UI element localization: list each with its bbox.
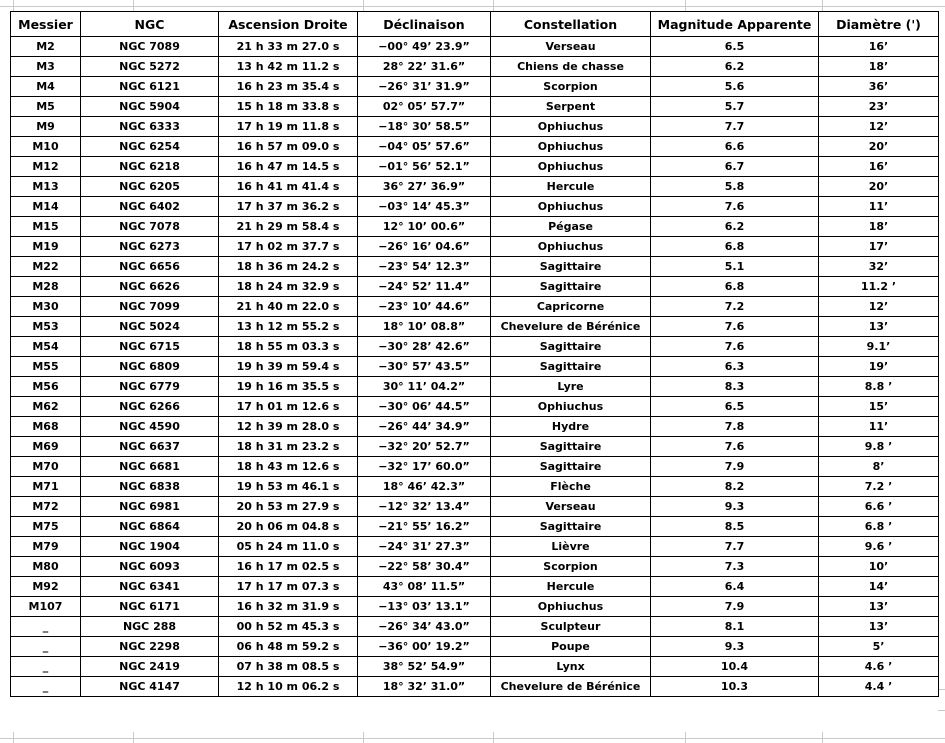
cell-right-ascension: 12 h 10 m 06.2 s	[219, 677, 358, 697]
cell-declination: 36° 27’ 36.9”	[358, 177, 491, 197]
cell-ngc: NGC 2419	[81, 657, 219, 677]
table-row	[11, 577, 939, 597]
header-cell-declination: Déclinaison	[358, 12, 491, 37]
cell-diameter: 13’	[819, 597, 939, 617]
cell-declination: −23° 54’ 12.3”	[358, 257, 491, 277]
cell-apparent-magnitude: 7.6	[651, 317, 819, 337]
cell-declination: −18° 30’ 58.5”	[358, 117, 491, 137]
cell-apparent-magnitude: 5.8	[651, 177, 819, 197]
cell-diameter: 5’	[819, 637, 939, 657]
table-row	[11, 517, 939, 537]
cell-diameter: 11’	[819, 197, 939, 217]
cell-apparent-magnitude: 6.7	[651, 157, 819, 177]
cell-diameter: 6.6 ’	[819, 497, 939, 517]
cell-apparent-magnitude: 7.7	[651, 117, 819, 137]
cell-ngc: NGC 6864	[81, 517, 219, 537]
cell-messier: M80	[11, 557, 81, 577]
cell-ngc: NGC 288	[81, 617, 219, 637]
cell-declination: 18° 10’ 08.8”	[358, 317, 491, 337]
cell-right-ascension: 19 h 39 m 59.4 s	[219, 357, 358, 377]
cell-apparent-magnitude: 9.3	[651, 497, 819, 517]
cell-messier: M22	[11, 257, 81, 277]
cell-declination: −30° 57’ 43.5”	[358, 357, 491, 377]
cell-messier: M30	[11, 297, 81, 317]
cell-diameter: 4.4 ’	[819, 677, 939, 697]
cell-apparent-magnitude: 8.2	[651, 477, 819, 497]
table-row	[11, 37, 939, 57]
cell-messier: M56	[11, 377, 81, 397]
cell-apparent-magnitude: 6.6	[651, 137, 819, 157]
cell-right-ascension: 21 h 33 m 27.0 s	[219, 37, 358, 57]
cell-apparent-magnitude: 10.3	[651, 677, 819, 697]
table-header	[11, 12, 939, 37]
cell-declination: 18° 46’ 42.3”	[358, 477, 491, 497]
cell-constellation: Scorpion	[491, 77, 651, 97]
cell-right-ascension: 16 h 57 m 09.0 s	[219, 137, 358, 157]
table-row	[11, 437, 939, 457]
cell-diameter: 20’	[819, 137, 939, 157]
table-row	[11, 457, 939, 477]
header-cell-constellation: Constellation	[491, 12, 651, 37]
cell-diameter: 12’	[819, 117, 939, 137]
cell-constellation: Pégase	[491, 217, 651, 237]
cell-constellation: Lièvre	[491, 537, 651, 557]
cell-ngc: NGC 6093	[81, 557, 219, 577]
table-row	[11, 237, 939, 257]
table-row	[11, 57, 939, 77]
cell-ngc: NGC 6809	[81, 357, 219, 377]
header-cell-messier: Messier	[11, 12, 81, 37]
cell-ngc: NGC 6121	[81, 77, 219, 97]
cell-declination: 38° 52’ 54.9”	[358, 657, 491, 677]
cell-diameter: 8’	[819, 457, 939, 477]
cell-right-ascension: 18 h 55 m 03.3 s	[219, 337, 358, 357]
cell-diameter: 12’	[819, 297, 939, 317]
cell-constellation: Flèche	[491, 477, 651, 497]
cell-constellation: Sagittaire	[491, 337, 651, 357]
cell-messier: M14	[11, 197, 81, 217]
cell-declination: −36° 00’ 19.2”	[358, 637, 491, 657]
cell-ngc: NGC 6656	[81, 257, 219, 277]
cell-right-ascension: 13 h 42 m 11.2 s	[219, 57, 358, 77]
cell-diameter: 18’	[819, 217, 939, 237]
cell-constellation: Capricorne	[491, 297, 651, 317]
cell-diameter: 14’	[819, 577, 939, 597]
cell-declination: 30° 11’ 04.2”	[358, 377, 491, 397]
cell-apparent-magnitude: 6.8	[651, 277, 819, 297]
cell-apparent-magnitude: 7.9	[651, 597, 819, 617]
cell-constellation: Serpent	[491, 97, 651, 117]
table-row	[11, 97, 939, 117]
cell-right-ascension: 15 h 18 m 33.8 s	[219, 97, 358, 117]
cell-ngc: NGC 6341	[81, 577, 219, 597]
cell-constellation: Ophiuchus	[491, 237, 651, 257]
cell-ngc: NGC 6205	[81, 177, 219, 197]
cell-messier: M62	[11, 397, 81, 417]
cell-messier: M92	[11, 577, 81, 597]
cell-apparent-magnitude: 6.3	[651, 357, 819, 377]
cell-messier: M28	[11, 277, 81, 297]
cell-right-ascension: 18 h 24 m 32.9 s	[219, 277, 358, 297]
cell-right-ascension: 21 h 29 m 58.4 s	[219, 217, 358, 237]
cell-apparent-magnitude: 7.7	[651, 537, 819, 557]
cell-messier: _	[11, 657, 81, 677]
cell-ngc: NGC 5272	[81, 57, 219, 77]
cell-messier: M4	[11, 77, 81, 97]
cell-constellation: Ophiuchus	[491, 117, 651, 137]
gridline	[13, 732, 14, 743]
cell-declination: 43° 08’ 11.5”	[358, 577, 491, 597]
cell-ngc: NGC 6681	[81, 457, 219, 477]
header-row	[11, 12, 939, 37]
cell-apparent-magnitude: 9.3	[651, 637, 819, 657]
cell-apparent-magnitude: 6.2	[651, 57, 819, 77]
table-row	[11, 537, 939, 557]
header-cell-ngc: NGC	[81, 12, 219, 37]
cell-declination: −32° 20’ 52.7”	[358, 437, 491, 457]
cell-apparent-magnitude: 5.1	[651, 257, 819, 277]
cell-messier: M3	[11, 57, 81, 77]
cell-diameter: 9.1’	[819, 337, 939, 357]
cell-right-ascension: 16 h 41 m 41.4 s	[219, 177, 358, 197]
cell-constellation: Ophiuchus	[491, 597, 651, 617]
cell-messier: M75	[11, 517, 81, 537]
table-row	[11, 357, 939, 377]
table-row	[11, 417, 939, 437]
cell-messier: M19	[11, 237, 81, 257]
table-row	[11, 297, 939, 317]
cell-apparent-magnitude: 8.1	[651, 617, 819, 637]
cell-apparent-magnitude: 6.2	[651, 217, 819, 237]
cell-diameter: 11.2 ’	[819, 277, 939, 297]
cell-declination: −26° 16’ 04.6”	[358, 237, 491, 257]
cell-constellation: Sagittaire	[491, 517, 651, 537]
cell-constellation: Ophiuchus	[491, 397, 651, 417]
cell-apparent-magnitude: 6.5	[651, 37, 819, 57]
cell-apparent-magnitude: 7.3	[651, 557, 819, 577]
cell-messier: M69	[11, 437, 81, 457]
cell-right-ascension: 20 h 53 m 27.9 s	[219, 497, 358, 517]
gridline	[685, 0, 686, 11]
cell-constellation: Verseau	[491, 497, 651, 517]
table-row	[11, 397, 939, 417]
table-row	[11, 77, 939, 97]
cell-diameter: 11’	[819, 417, 939, 437]
table-row	[11, 597, 939, 617]
cell-declination: −26° 44’ 34.9”	[358, 417, 491, 437]
cell-apparent-magnitude: 7.8	[651, 417, 819, 437]
cell-right-ascension: 06 h 48 m 59.2 s	[219, 637, 358, 657]
cell-messier: M68	[11, 417, 81, 437]
cell-messier: M107	[11, 597, 81, 617]
cell-declination: 28° 22’ 31.6”	[358, 57, 491, 77]
cell-messier: M79	[11, 537, 81, 557]
table-row	[11, 317, 939, 337]
cell-messier: M54	[11, 337, 81, 357]
gridline	[938, 710, 945, 711]
cell-constellation: Hercule	[491, 177, 651, 197]
cell-messier: M71	[11, 477, 81, 497]
cell-ngc: NGC 6254	[81, 137, 219, 157]
cell-messier: M5	[11, 97, 81, 117]
gridline	[493, 732, 494, 743]
gridline	[822, 0, 823, 11]
cell-ngc: NGC 6402	[81, 197, 219, 217]
cell-apparent-magnitude: 6.4	[651, 577, 819, 597]
cell-constellation: Lynx	[491, 657, 651, 677]
cell-declination: 02° 05’ 57.7”	[358, 97, 491, 117]
cell-right-ascension: 21 h 40 m 22.0 s	[219, 297, 358, 317]
cell-declination: −32° 17’ 60.0”	[358, 457, 491, 477]
gridline	[133, 732, 134, 743]
cell-messier: _	[11, 617, 81, 637]
cell-messier: _	[11, 677, 81, 697]
cell-diameter: 9.8 ’	[819, 437, 939, 457]
table-row	[11, 137, 939, 157]
cell-messier: _	[11, 637, 81, 657]
table-row	[11, 557, 939, 577]
cell-constellation: Chevelure de Bérénice	[491, 317, 651, 337]
cell-diameter: 15’	[819, 397, 939, 417]
gridline	[822, 732, 823, 743]
cell-ngc: NGC 6626	[81, 277, 219, 297]
cell-declination: −26° 34’ 43.0”	[358, 617, 491, 637]
cell-apparent-magnitude: 7.6	[651, 437, 819, 457]
cell-ngc: NGC 6171	[81, 597, 219, 617]
table-row	[11, 477, 939, 497]
cell-right-ascension: 16 h 23 m 35.4 s	[219, 77, 358, 97]
cell-constellation: Hercule	[491, 577, 651, 597]
cell-declination: −04° 05’ 57.6”	[358, 137, 491, 157]
cell-diameter: 19’	[819, 357, 939, 377]
gridline	[133, 0, 134, 11]
gridline	[13, 0, 14, 11]
cell-right-ascension: 12 h 39 m 28.0 s	[219, 417, 358, 437]
cell-constellation: Sagittaire	[491, 437, 651, 457]
gridline	[363, 732, 364, 743]
cell-right-ascension: 17 h 01 m 12.6 s	[219, 397, 358, 417]
table-row	[11, 217, 939, 237]
cell-messier: M13	[11, 177, 81, 197]
cell-apparent-magnitude: 7.6	[651, 337, 819, 357]
cell-declination: −01° 56’ 52.1”	[358, 157, 491, 177]
cell-declination: −30° 28’ 42.6”	[358, 337, 491, 357]
table-row	[11, 637, 939, 657]
table-row	[11, 277, 939, 297]
cell-ngc: NGC 4147	[81, 677, 219, 697]
cell-declination: −24° 31’ 27.3”	[358, 537, 491, 557]
cell-constellation: Sagittaire	[491, 457, 651, 477]
cell-ngc: NGC 2298	[81, 637, 219, 657]
cell-right-ascension: 16 h 47 m 14.5 s	[219, 157, 358, 177]
gridline	[363, 0, 364, 11]
cell-right-ascension: 00 h 52 m 45.3 s	[219, 617, 358, 637]
cell-declination: −03° 14’ 45.3”	[358, 197, 491, 217]
cell-apparent-magnitude: 7.2	[651, 297, 819, 317]
cell-ngc: NGC 6273	[81, 237, 219, 257]
cell-messier: M55	[11, 357, 81, 377]
gridline	[938, 689, 945, 690]
cell-diameter: 17’	[819, 237, 939, 257]
cell-right-ascension: 20 h 06 m 04.8 s	[219, 517, 358, 537]
cell-right-ascension: 16 h 32 m 31.9 s	[219, 597, 358, 617]
cell-constellation: Sagittaire	[491, 357, 651, 377]
cell-declination: −26° 31’ 31.9”	[358, 77, 491, 97]
cell-right-ascension: 19 h 16 m 35.5 s	[219, 377, 358, 397]
header-cell-diameter: Diamètre (')	[819, 12, 939, 37]
header-cell-right-ascension: Ascension Droite	[219, 12, 358, 37]
cell-declination: 18° 32’ 31.0”	[358, 677, 491, 697]
cell-diameter: 6.8 ’	[819, 517, 939, 537]
cell-apparent-magnitude: 8.5	[651, 517, 819, 537]
cell-constellation: Sagittaire	[491, 277, 651, 297]
cell-apparent-magnitude: 5.7	[651, 97, 819, 117]
gridline	[685, 732, 686, 743]
cell-constellation: Chiens de chasse	[491, 57, 651, 77]
cell-constellation: Chevelure de Bérénice	[491, 677, 651, 697]
cell-ngc: NGC 6333	[81, 117, 219, 137]
cell-ngc: NGC 5904	[81, 97, 219, 117]
cell-apparent-magnitude: 7.9	[651, 457, 819, 477]
cell-messier: M53	[11, 317, 81, 337]
header-cell-apparent-magnitude: Magnitude Apparente	[651, 12, 819, 37]
cell-right-ascension: 07 h 38 m 08.5 s	[219, 657, 358, 677]
cell-ngc: NGC 6779	[81, 377, 219, 397]
table-row	[11, 197, 939, 217]
table-row	[11, 257, 939, 277]
cell-constellation: Sagittaire	[491, 257, 651, 277]
table-row	[11, 677, 939, 697]
cell-ngc: NGC 6981	[81, 497, 219, 517]
table-row	[11, 657, 939, 677]
cell-diameter: 20’	[819, 177, 939, 197]
cell-ngc: NGC 6637	[81, 437, 219, 457]
gridline	[0, 738, 945, 739]
cell-right-ascension: 17 h 19 m 11.8 s	[219, 117, 358, 137]
table-row	[11, 177, 939, 197]
cell-messier: M72	[11, 497, 81, 517]
cell-diameter: 16’	[819, 37, 939, 57]
cell-ngc: NGC 6838	[81, 477, 219, 497]
cell-apparent-magnitude: 6.8	[651, 237, 819, 257]
cell-messier: M12	[11, 157, 81, 177]
gridline	[0, 6, 945, 7]
cell-right-ascension: 18 h 43 m 12.6 s	[219, 457, 358, 477]
gridline	[493, 0, 494, 11]
cell-right-ascension: 16 h 17 m 02.5 s	[219, 557, 358, 577]
cell-diameter: 13’	[819, 617, 939, 637]
cell-right-ascension: 17 h 02 m 37.7 s	[219, 237, 358, 257]
cell-diameter: 10’	[819, 557, 939, 577]
cell-apparent-magnitude: 8.3	[651, 377, 819, 397]
cell-declination: −13° 03’ 13.1”	[358, 597, 491, 617]
cell-diameter: 7.2 ’	[819, 477, 939, 497]
table-body	[11, 37, 939, 697]
cell-constellation: Ophiuchus	[491, 157, 651, 177]
cell-apparent-magnitude: 7.6	[651, 197, 819, 217]
cell-declination: −00° 49’ 23.9”	[358, 37, 491, 57]
cell-right-ascension: 05 h 24 m 11.0 s	[219, 537, 358, 557]
cell-messier: M9	[11, 117, 81, 137]
cell-constellation: Poupe	[491, 637, 651, 657]
cell-messier: M15	[11, 217, 81, 237]
cell-ngc: NGC 5024	[81, 317, 219, 337]
cell-messier: M2	[11, 37, 81, 57]
cell-diameter: 36’	[819, 77, 939, 97]
cell-constellation: Scorpion	[491, 557, 651, 577]
cell-right-ascension: 13 h 12 m 55.2 s	[219, 317, 358, 337]
table-row	[11, 617, 939, 637]
cell-constellation: Ophiuchus	[491, 137, 651, 157]
cell-declination: −23° 10’ 44.6”	[358, 297, 491, 317]
cell-constellation: Sculpteur	[491, 617, 651, 637]
cell-constellation: Hydre	[491, 417, 651, 437]
cell-constellation: Lyre	[491, 377, 651, 397]
cell-right-ascension: 19 h 53 m 46.1 s	[219, 477, 358, 497]
table-row	[11, 497, 939, 517]
cell-apparent-magnitude: 10.4	[651, 657, 819, 677]
cell-diameter: 23’	[819, 97, 939, 117]
cell-declination: −12° 32’ 13.4”	[358, 497, 491, 517]
messier-globular-clusters-table	[10, 11, 939, 697]
cell-declination: −24° 52’ 11.4”	[358, 277, 491, 297]
cell-right-ascension: 17 h 17 m 07.3 s	[219, 577, 358, 597]
table-row	[11, 377, 939, 397]
cell-diameter: 8.8 ’	[819, 377, 939, 397]
cell-ngc: NGC 4590	[81, 417, 219, 437]
cell-declination: −21° 55’ 16.2”	[358, 517, 491, 537]
cell-apparent-magnitude: 6.5	[651, 397, 819, 417]
cell-messier: M70	[11, 457, 81, 477]
cell-diameter: 18’	[819, 57, 939, 77]
cell-declination: 12° 10’ 00.6”	[358, 217, 491, 237]
cell-apparent-magnitude: 5.6	[651, 77, 819, 97]
cell-diameter: 9.6 ’	[819, 537, 939, 557]
table-row	[11, 157, 939, 177]
cell-ngc: NGC 1904	[81, 537, 219, 557]
cell-constellation: Ophiuchus	[491, 197, 651, 217]
cell-ngc: NGC 7099	[81, 297, 219, 317]
cell-ngc: NGC 6266	[81, 397, 219, 417]
table-row	[11, 337, 939, 357]
cell-diameter: 16’	[819, 157, 939, 177]
cell-right-ascension: 18 h 31 m 23.2 s	[219, 437, 358, 457]
cell-right-ascension: 18 h 36 m 24.2 s	[219, 257, 358, 277]
cell-messier: M10	[11, 137, 81, 157]
cell-diameter: 4.6 ’	[819, 657, 939, 677]
cell-constellation: Verseau	[491, 37, 651, 57]
cell-ngc: NGC 6715	[81, 337, 219, 357]
cell-ngc: NGC 6218	[81, 157, 219, 177]
cell-declination: −30° 06’ 44.5”	[358, 397, 491, 417]
cell-diameter: 13’	[819, 317, 939, 337]
cell-ngc: NGC 7089	[81, 37, 219, 57]
cell-right-ascension: 17 h 37 m 36.2 s	[219, 197, 358, 217]
table-row	[11, 117, 939, 137]
cell-declination: −22° 58’ 30.4”	[358, 557, 491, 577]
cell-ngc: NGC 7078	[81, 217, 219, 237]
cell-diameter: 32’	[819, 257, 939, 277]
